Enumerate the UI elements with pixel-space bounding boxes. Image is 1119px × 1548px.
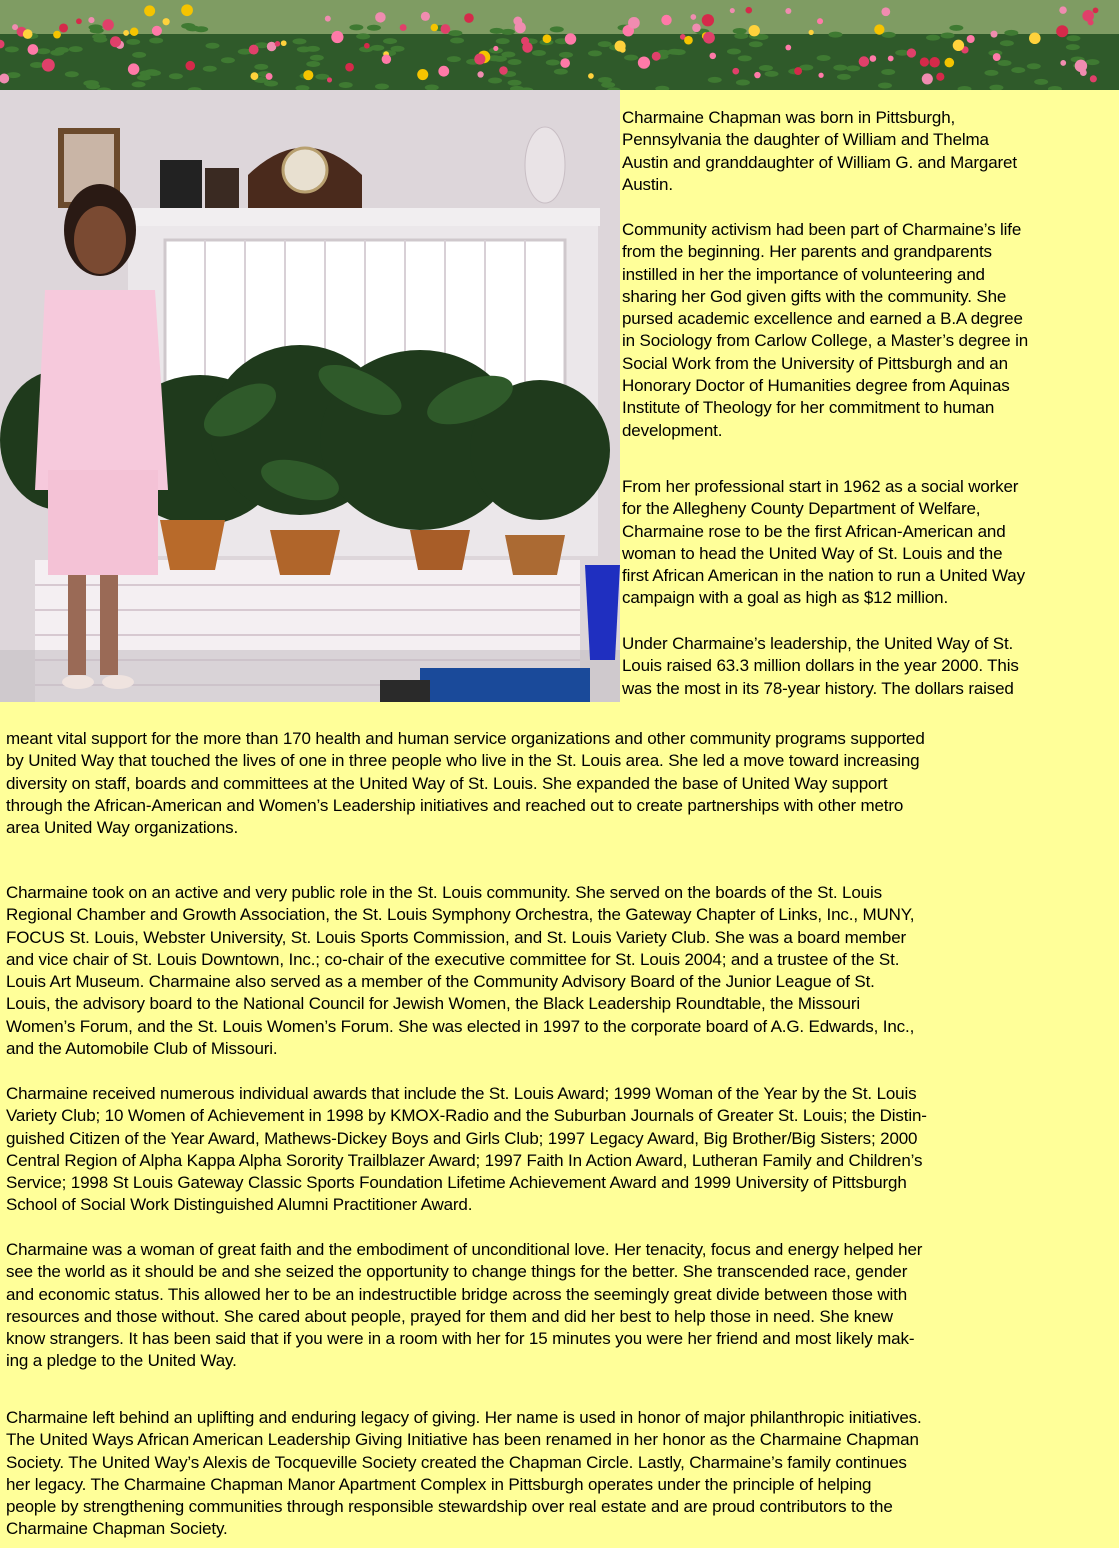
portrait-photo-icon — [0, 90, 620, 702]
paragraph-vital-support: meant vital support for the more than 170 health and human service organizations and other community programs supported by United Way that touched the lives of one in three people who live in the St. Louis area. She led a move toward increasing diversity on staff, boards and committees at the United Way of St. Louis. She expanded the base of United Way support through the African-American and Women’s Leadership initiatives and reached out to create partnerships with other metro area United Way organizations. — [6, 729, 925, 838]
paragraph-legacy: Charmaine left behind an uplifting and enduring legacy of giving. Her name is used in honor of major philanthropic initiatives. The United Ways African American Leadership Giving Initiative has been renamed in her honor as the Charmaine Chapman Society. The United Way’s Alexis de Tocqueville Society created the Chapman Circle. Lastly, Charmaine’s family continues her legacy. The Charmaine Chapman Manor Apartment Complex in Pittsburgh operates under the principle of helping people by strengthening communities through responsible stewardship over real estate and are proud contributors to the Charmaine Chapman Society. — [6, 1408, 922, 1539]
paragraph-awards: Charmaine received numerous individual awards that include the St. Louis Award; 1999 Woman of the Year by the St. Louis Variety Club; 10 Women of Achievement in 1998 by KMOX-Radio and the Suburban Journals of Greater St. Louis; the Distin- guished Citizen of the Year Award, Mathews-Dickey Boys and Girls Club; 1997 Legacy Award, Big Brother/Big Sisters; 2000 Central Region of Alpha Kappa Alpha Sorority Trailblazer Award; 1997 Faith In Action Award, Lutheran Family and Children’s Service; 1998 St Louis Gateway Classic Sports Foundation Lifetime Achievement Award and 1999 University of Pittsburgh School of Social Work Distinguished Alumni Practitioner Award. — [6, 1084, 927, 1215]
paragraph-professional-start: From her professional start in 1962 as a social worker for the Allegheny County Department of Welfare, Charmaine rose to be the first African-American and woman to head the United Way of St. Louis and the first African American in the nation to run a United Way campaign with a goal as high as $12 million. — [622, 477, 1025, 608]
paragraph-faith: Charmaine was a woman of great faith and the embodiment of unconditional love. Her tenacity, focus and energy helped her see the world as it should be and she seized the opportunity to change things for the better. She transcended race, gender and economic status. This allowed her to be an indestructible bridge across the seemingly great divide between those with resources and those without. She cared about people, prayed for them and did her best to help those in need. She knew know strangers. It has been said that if you were in a room with her for 15 minutes you were her friend and most likely mak- ing a pledge to the United Way. — [6, 1240, 923, 1371]
flower-banner-art — [0, 0, 1119, 90]
paragraph-birth: Charmaine Chapman was born in Pittsburgh, Pennsylvania the daughter of William and Thelma Austin and granddaughter of William G. and Margaret Austin. — [622, 108, 1017, 194]
flower-garden-banner-icon — [0, 0, 1119, 90]
paragraph-community-activism: Community activism had been part of Charmaine’s life from the beginning. Her parents and grandparents instilled in her the importance of volunteering and sharing her God given gifts with the community. She pursed academic excellence and earned a B.A degree in Sociology from Carlow College, a Master’s degree in Social Work from the University of Pittsburgh and an Honorary Doctor of Humanities degree from Aquinas Institute of Theology for her commitment to human development. — [622, 220, 1029, 440]
paragraph-leadership: Under Charmaine’s leadership, the United Way of St. Louis raised 63.3 million dollars in the year 2000. This was the most in its 78-year history. The dollars raised — [622, 634, 1019, 698]
portrait-photo-art — [0, 90, 620, 702]
paragraph-public-role: Charmaine took on an active and very public role in the St. Louis community. She served on the boards of the St. Louis Regional Chamber and Growth Association, the St. Louis Symphony Orchestra, the Gateway Chapter of Links, Inc., MUNY, FOCUS St. Louis, Webster University, St. Louis Sports Commission, and St. Louis Variety Club. She was a board member and vice chair of St. Louis Downtown, Inc.; co-chair of the executive committee for St. Louis 2004; and a trustee of the St. Louis Art Museum. Charmaine also served as a member of the Community Advisory Board of the Junior League of St. Louis, the advisory board to the National Council for Jewish Women, the Black Leadership Roundtable, the Missouri Women’s Forum, and the St. Louis Women’s Forum. She was elected in 1997 to the corporate board of A.G. Edwards, Inc., and the Automobile Club of Missouri. — [6, 883, 915, 1059]
